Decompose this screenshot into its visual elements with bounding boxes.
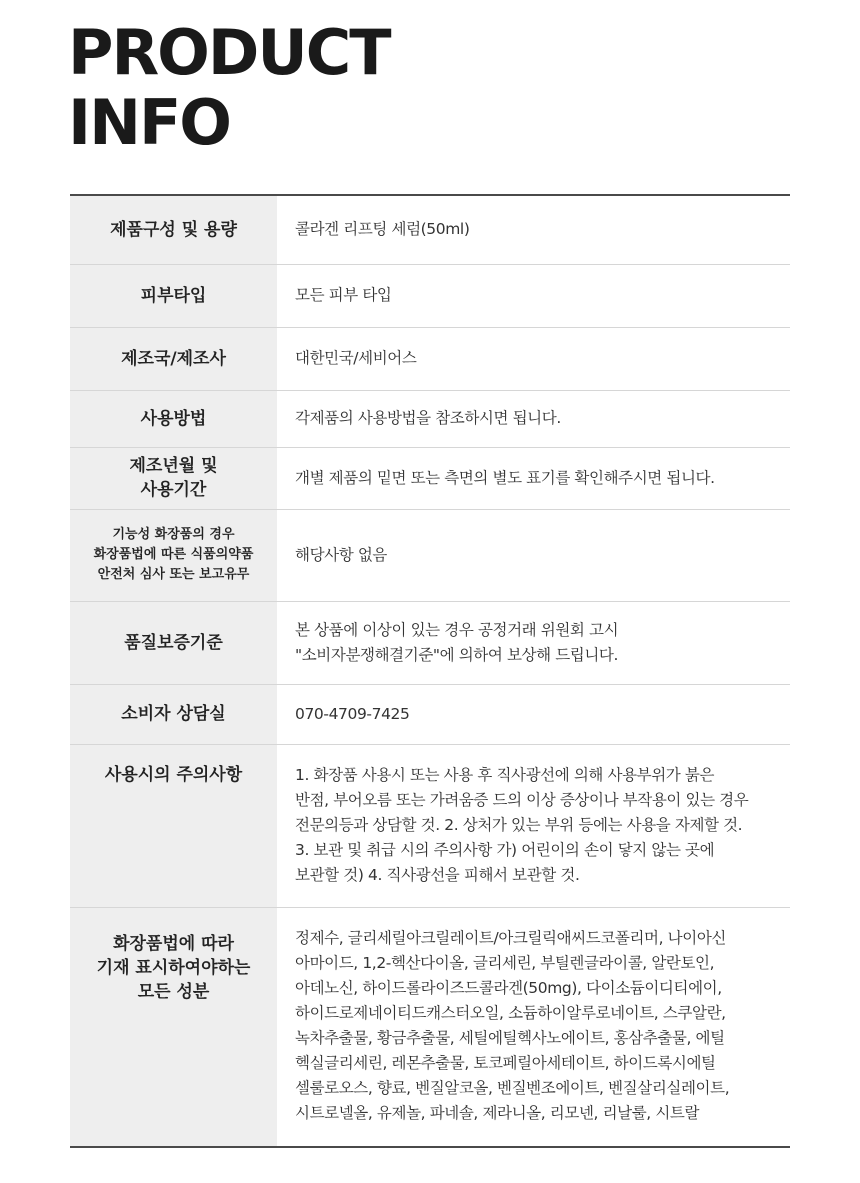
- row-value-quality-standard: 본 상품에 이상이 있는 경우 공정거래 위원회 고시 "소비자분쟁해결기준"에 의하여 보상해 드립니다.: [295, 620, 619, 664]
- row-value-skin-type: 모든 피부 타입: [295, 286, 392, 304]
- row-label-manufacturer: 제조국/제조사: [70, 327, 277, 390]
- row-value-ingredients: 정제수, 글리세릴아크릴레이트/아크릴릭애씨드코폴리머, 나이아신 아마이드, 1,2-헥산다이올, 글리세린, 부틸렌글라이콜, 알란토인, 아데노신, 하이드롤라이즈드콜라겐(50mg), 다이소듐이디티에이, 하이드로제네이티드캐스터오일, 소듐하이알루로네이트, 스쿠알란, 녹차추출물, 황금추출물, 세틸에틸헥사노에이트, 홍삼추출물, 에틸 헥실글리세린, 레몬추출물, 토코페릴아세테이트, 하이드록시에틸 셀룰로오스, 향료, 벤질알코올, 벤질벤조에이트, 벤질살리실레이트, 시트로넬올, 유제놀, 파네솔, 제라니올, 리모넨, 리날룰, 시트랄: [295, 928, 730, 1122]
- page-title-line-2: INFO: [68, 86, 231, 159]
- row-value-composition: 콜라겐 리프팅 세럼(50ml): [295, 220, 470, 239]
- row-value-manufacturer: 대한민국/세비어스: [295, 349, 417, 367]
- row-value-functional-cosmetics: 해당사항 없음: [295, 545, 387, 564]
- row-value-consumer-center: 070-4709-7425: [295, 704, 410, 723]
- row-label-manufacture-date: 제조년월 및 사용기간: [70, 447, 277, 509]
- row-value-manufacture-date: 개별 제품의 밑면 또는 측면의 별도 표기를 확인해주시면 됩니다.: [295, 468, 715, 487]
- table-row: [70, 195, 790, 264]
- product-info-table: [70, 194, 790, 1148]
- row-label-functional-cosmetics: 기능성 화장품의 경우 화장품법에 따른 식품의약품 안전처 심사 또는 보고유무: [70, 509, 277, 601]
- row-value-precautions: 1. 화장품 사용시 또는 사용 후 직사광선에 의해 사용부위가 붉은 반점, 부어오름 또는 가려움증 드의 이상 증상이나 부작용이 있는 경우 전문의등과 상담할 것. 2. 상처가 있는 부위 등에는 사용을 자제할 것. 3. 보관 및 취급 시의 주의사항 가) 어린이의 손이 닿지 않는 곳에 보관할 것) 4. 직사광선을 피해서 보관할 것.: [295, 765, 749, 884]
- table-row: [70, 264, 790, 327]
- table-row: [70, 601, 790, 684]
- table-row: [70, 447, 790, 509]
- row-label-ingredients: 화장품법에 따라 기재 표시하여야하는 모든 성분: [70, 907, 277, 1147]
- row-label-usage: 사용방법: [70, 390, 277, 447]
- row-label-skin-type: 피부타입: [70, 264, 277, 327]
- row-label-quality-standard: 품질보증기준: [70, 601, 277, 684]
- table-row: [70, 907, 790, 1147]
- table-row: [70, 684, 790, 744]
- row-label-composition: 제품구성 및 용량: [70, 195, 277, 264]
- page-title-line-1: PRODUCT: [68, 16, 390, 89]
- table-row: [70, 744, 790, 907]
- row-value-usage: 각제품의 사용방법을 참조하시면 됩니다.: [295, 409, 561, 427]
- page-title: [68, 18, 390, 158]
- row-label-precautions: 사용시의 주의사항: [70, 744, 277, 907]
- table-row: [70, 509, 790, 601]
- table-row: [70, 390, 790, 447]
- row-label-consumer-center: 소비자 상담실: [70, 684, 277, 744]
- table-row: [70, 327, 790, 390]
